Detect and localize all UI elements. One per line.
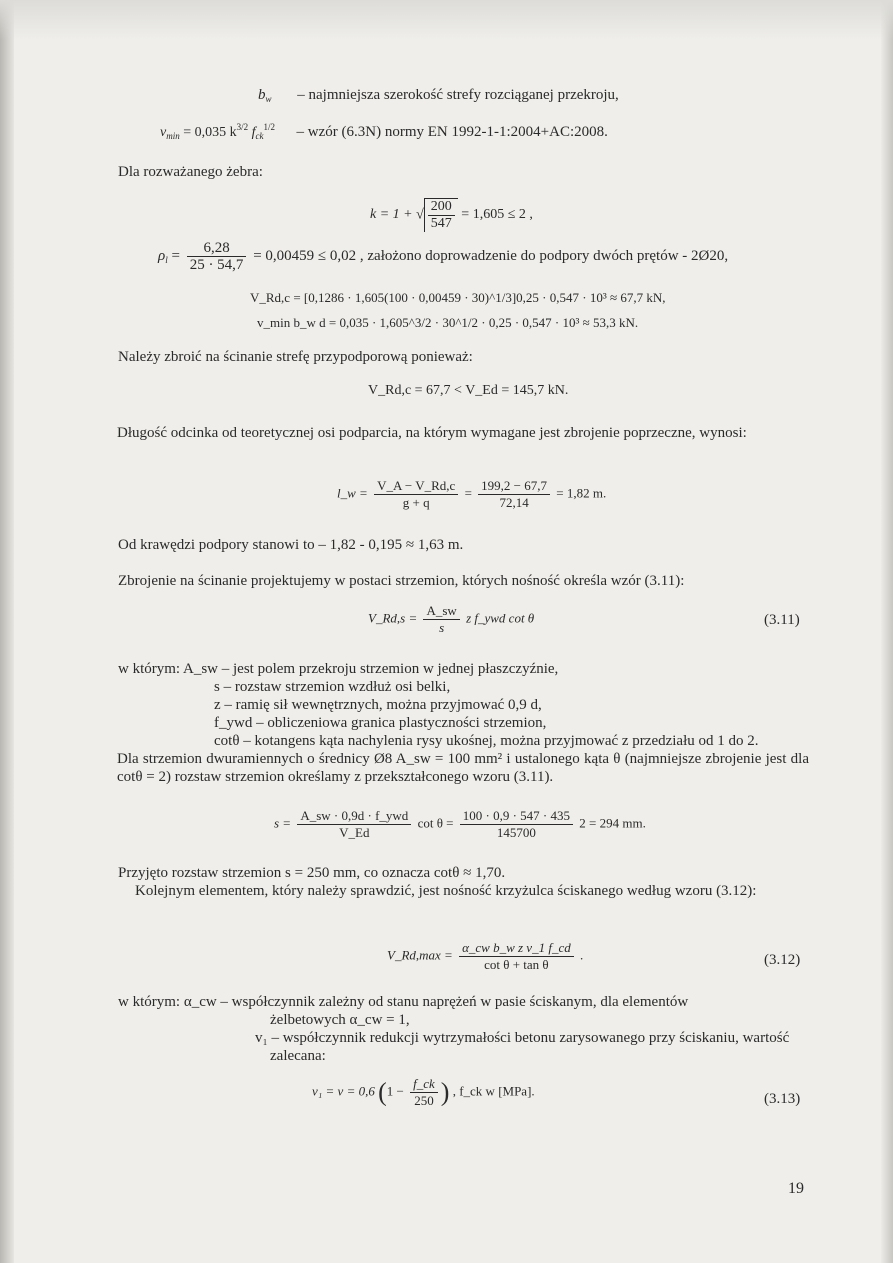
paragraph-nalezy: Należy zbroić na ścinanie strefę przypodporową ponieważ: bbox=[118, 349, 473, 365]
where-fywd: f_ywd – obliczeniowa granica plastyczności strzemion, bbox=[214, 715, 547, 731]
paragraph-przyjeto: Przyjęto rozstaw strzemion s = 250 mm, co oznacza cotθ ≈ 1,70. bbox=[118, 865, 506, 881]
equation-vmin: v_min b_w d = 0,035 · 1,605^3/2 · 30^1/2 · 0,25 · 0,547 · 10³ ≈ 53,3 kN. bbox=[257, 315, 639, 330]
paragraph-zbrojenie: Zbrojenie na ścinanie projektujemy w postaci strzemion, których nośność określa wzór (3.11): bbox=[118, 573, 685, 589]
where-s: s – rozstaw strzemion wzdłuż osi belki, bbox=[214, 679, 451, 695]
paragraph-kolejnym: Kolejnym elementem, który należy sprawdzić, jest nośność krzyżulca ściskanego według wzoru (3.12): bbox=[135, 883, 757, 899]
s-fraction-2: $\frac{100 \cdot 0,9 \cdot 547 \cdot 435}{145700}$ bbox=[460, 808, 573, 841]
paragraph-krawedz: Od krawędzi podpory stanowi to – 1,82 - 0,195 ≈ 1,63 m. bbox=[118, 537, 464, 553]
where2-v1-cont: zalecana: bbox=[270, 1048, 326, 1064]
equation-s: s = $\frac{\text{A\_sw · 0,9d · f\_ywd}}{V\_Ed}$ cot θ = $\frac{100 \cdot 0,9 \cdot 547 \cdot 435}{145700}$ 2 = 294 mm. bbox=[274, 808, 646, 840]
lw-fraction-2: $\frac{199,2 - 67,7}{72,14}$ bbox=[478, 478, 550, 511]
where2-v1: v₁ – współczynnik redukcji wytrzymałości betonu zarysowanego przy ściskaniu, wartość bbox=[255, 1030, 790, 1046]
eq313-fraction: $\frac{f\_ck}{250}$ bbox=[410, 1076, 438, 1109]
equation-number-3-13: (3.13) bbox=[764, 1091, 801, 1107]
paragraph-dlugosc: Długość odcinka od teoretycznej osi podparcia, na którym wymagane jest zbrojenie poprzeczne, wynosi: bbox=[117, 425, 747, 441]
where2-acw: w którym: α_cw – współczynnik zależny od stanu naprężeń w pasie ściskanym, dla elementów bbox=[118, 994, 689, 1010]
equation-number-3-12: (3.12) bbox=[764, 952, 801, 968]
def-vmin: $v_{min} = 0,035$ $k^{3/2}$ $f_{ck}^{1/2}$ – wzór (6.3N) normy EN 1992-1-1:2004+AC:2008. bbox=[160, 122, 608, 141]
where2-acw-cont: żelbetowych α_cw = 1, bbox=[270, 1012, 410, 1028]
where-cot: cotθ – kotangens kąta nachylenia rysy ukośnej, można przyjmować z przedziału od 1 do 2. bbox=[214, 733, 759, 749]
lw-fraction-1: $\frac{V\_A - V\_Rd,c}{g + q}$ bbox=[374, 478, 458, 511]
def-bw: $b_w$ – najmniejsza szerokość strefy rozciąganej przekroju, bbox=[258, 87, 619, 104]
s-fraction-1: $\frac{\text{A\_sw · 0,9d · f\_ywd}}{V\_Ed}$ bbox=[297, 808, 411, 841]
eq312-fraction: $\frac{\text{α\_cw b\_w z v\_1 f\_cd}}{\text{cot θ + tan θ}}$ bbox=[459, 940, 574, 973]
paragraph-dla-strzemion: Dla strzemion dwuramiennych o średnicy Ø8 A_sw = 100 mm² i ustalonego kąta θ (najmniejsze zbrojenie jest dla cotθ = 2) rozstaw strzemion określamy z przekształconego wzoru (3.11). bbox=[117, 751, 809, 785]
equation-comparison: V_Rd,c = 67,7 < V_Ed = 145,7 kN. bbox=[368, 383, 569, 398]
rho-fraction: $\frac{6,28}{25 \cdot 54,7}$ bbox=[187, 240, 247, 273]
sqrt-symbol: √ $\frac{200}{547}$ bbox=[416, 198, 458, 232]
equation-vrdc: V_Rd,c = [0,1286 · 1,605(100 · 0,00459 · 30)^1/3]0,25 · 0,547 · 10³ ≈ 67,7 kN, bbox=[250, 290, 666, 305]
equation-3-11: V_Rd,s = $\frac{A\_sw}{s}$ z f_ywd cot θ bbox=[368, 603, 535, 635]
where-z: z – ramię sił wewnętrznych, można przyjmować 0,9 d, bbox=[214, 697, 542, 713]
eq311-fraction: $\frac{A\_sw}{s}$ bbox=[423, 603, 459, 636]
page-number: 19 bbox=[788, 1180, 804, 1197]
equation-lw: l_w = $\frac{V\_A - V\_Rd,c}{g + q}$ = $\frac{199,2 - 67,7}{72,14}$ = 1,82 m. bbox=[337, 478, 607, 510]
equation-rho: $\rho_l$ = $\frac{6,28}{25 \cdot 54,7}$ = 0,00459 ≤ 0,02 , założono doprowadzenie do podpory dwóch prętów - 2Ø20, bbox=[158, 240, 729, 273]
where-asw: w którym: A_sw – jest polem przekroju strzemion w jednej płaszczyźnie, bbox=[118, 661, 559, 677]
equation-3-13: v₁ = v = 0,6 (1 − $\frac{f\_ck}{250}$ ) , f_ck w [MPa]. bbox=[312, 1076, 535, 1108]
equation-number-3-11: (3.11) bbox=[764, 612, 800, 628]
equation-k: k = 1 + √ $\frac{200}{547}$ = 1,605 ≤ 2 , bbox=[370, 199, 533, 231]
paragraph-dla: Dla rozważanego żebra: bbox=[118, 164, 263, 180]
equation-3-12: V_Rd,max = $\frac{\text{α\_cw b\_w z v\_1 f\_cd}}{\text{cot θ + tan θ}}$ . bbox=[387, 940, 584, 972]
